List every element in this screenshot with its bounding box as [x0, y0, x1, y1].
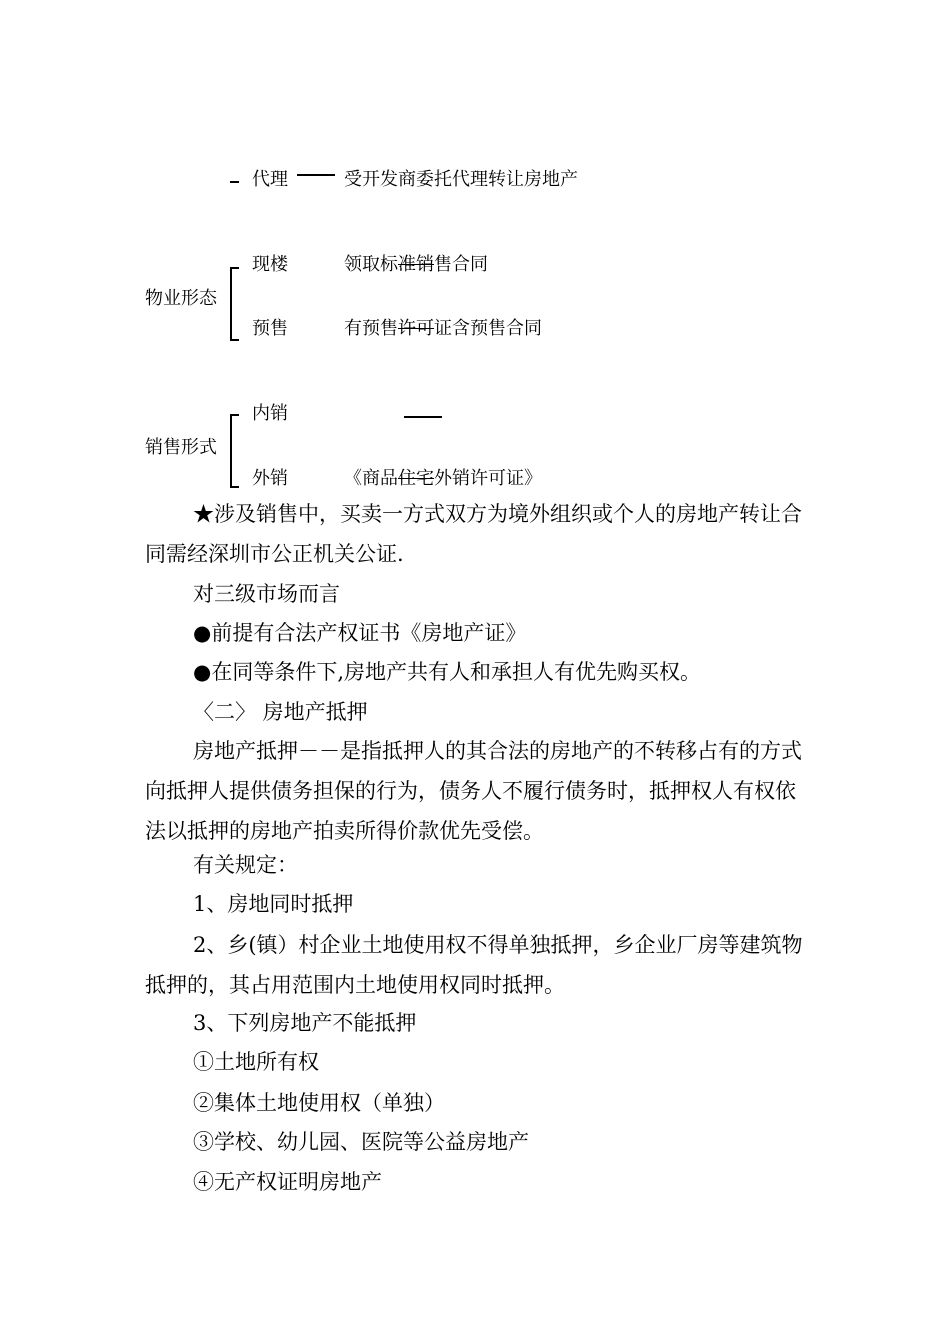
bracket-tick — [230, 486, 239, 488]
rule-1: 1、房地同时抵押 — [193, 892, 354, 916]
connector-line — [404, 416, 442, 418]
domestic-sales-label: 内销 — [252, 403, 288, 424]
sales-form-label: 销售形式 — [145, 437, 217, 458]
rule-3-item-1: ①土地所有权 — [193, 1050, 319, 1074]
regulations-heading: 有关规定： — [193, 853, 298, 877]
rule-2: 2、乡(镇）村企业土地使用权不得单独抵押，乡企业厂房等建筑物抵押的，其占用范围内土地使用权同时抵押。 — [145, 933, 803, 997]
bullet-property-certificate: ●前提有合法产权证书《房地产证》 — [193, 621, 527, 645]
agency-description: 受开发商委托代理转让房地产 — [344, 169, 578, 190]
existing-building-description: 领取标准销售合同 — [344, 254, 488, 275]
presale-label: 预售 — [252, 318, 288, 339]
presale-description: 有预售许可证含预售合同 — [344, 318, 542, 339]
connector-line — [297, 174, 335, 176]
rule-3-item-2: ②集体土地使用权（单独） — [193, 1091, 445, 1115]
tertiary-market-heading: 对三级市场而言 — [193, 582, 340, 606]
notarization-paragraph: ★涉及销售中，买卖一方式双方为境外组织或个人的房地产转让合同需经深圳市公正机关公证. — [145, 502, 802, 566]
section-heading-mortgage: 〈二〉 房地产抵押 — [193, 700, 368, 724]
bullet-preemptive-right: ●在同等条件下,房地产共有人和承担人有优先购买权。 — [193, 660, 701, 684]
bracket-tick — [230, 414, 239, 416]
rule-3: 3、下列房地产不能抵押 — [193, 1011, 417, 1035]
group-bracket — [230, 267, 232, 341]
agency-label: 代理 — [252, 169, 288, 190]
bracket-tick — [230, 267, 239, 269]
mortgage-definition-paragraph: 房地产抵押－－是指抵押人的其合法的房地产的不转移占有的方式向抵押人提供债务担保的行为，债务人不履行债务时，抵押权人有权依法以抵押的房地产拍卖所得价款优先受偿。 — [145, 739, 802, 843]
rule-3-item-3: ③学校、幼儿园、医院等公益房地产 — [193, 1130, 529, 1154]
property-form-label: 物业形态 — [145, 288, 217, 309]
bracket-tick — [230, 339, 239, 341]
rule-3-item-4: ④无产权证明房地产 — [193, 1170, 382, 1194]
existing-building-label: 现楼 — [252, 254, 288, 275]
bullet-dash — [230, 181, 239, 183]
export-sales-label: 外销 — [252, 468, 288, 489]
group-bracket — [230, 414, 232, 488]
export-sales-description: 《商品住宅外销许可证》 — [344, 468, 542, 489]
